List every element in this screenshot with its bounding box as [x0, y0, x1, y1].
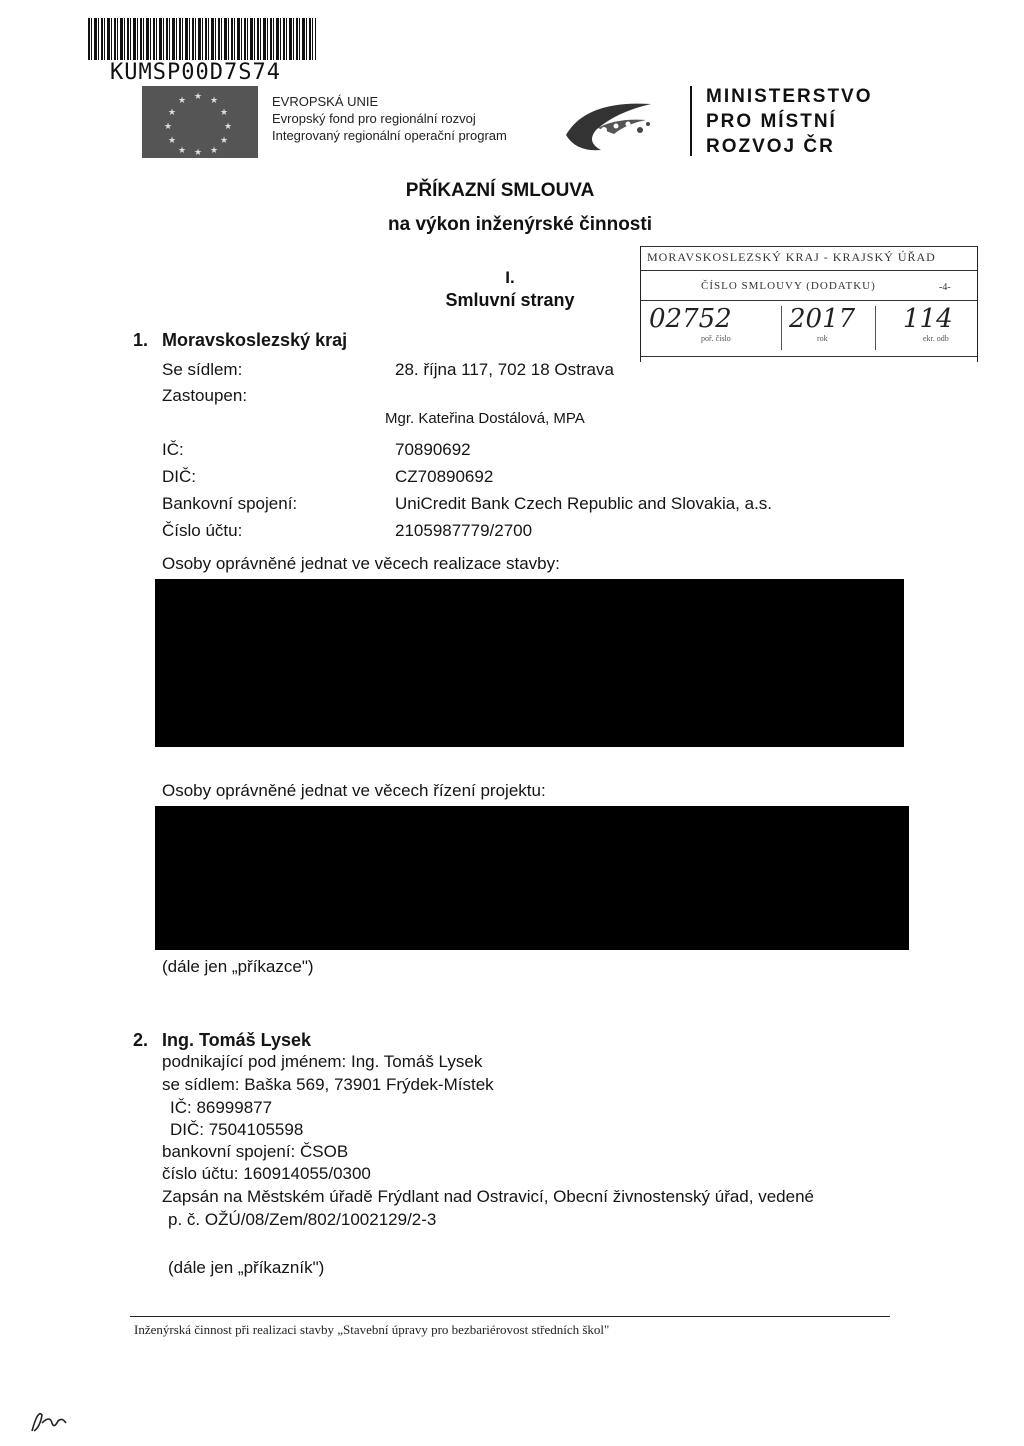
party1-value-seat: 28. října 117, 702 18 Ostrava — [395, 360, 614, 379]
party2-alias: (dále jen „příkazník") — [168, 1258, 325, 1277]
stamp-year: 2017 — [789, 304, 856, 334]
party1-value-account: 2105987779/2700 — [395, 521, 533, 540]
party2-number: 2. — [133, 1030, 149, 1050]
party2-registration-number: p. č. OŽÚ/08/Zem/802/1002129/2-3 — [168, 1210, 437, 1229]
party1-value-represented: Mgr. Kateřina Dostálová, MPA — [385, 410, 585, 427]
party2-seat: se sídlem: Baška 569, 73901 Frýdek-Místek — [162, 1075, 494, 1094]
stamp-suffix: -4- — [939, 282, 951, 293]
stamp-office: MORAVSKOSLEZSKÝ KRAJ - KRAJSKÝ ÚŘAD — [647, 250, 936, 264]
ministry-logo — [556, 90, 676, 160]
ministry-line-3: ROZVOJ ČR — [706, 136, 835, 157]
persons-construction-label: Osoby oprávněné jednat ve věcech realizace stavby: — [162, 554, 560, 573]
party1-number: 1. — [133, 330, 149, 350]
party1-label-seat: Se sídlem: — [162, 360, 243, 379]
persons-project-label: Osoby oprávněné jednat ve věcech řízení projektu: — [162, 781, 546, 800]
stamp-contract-label: ČÍSLO SMLOUVY (DODATKU) — [701, 280, 876, 292]
party2-account: číslo účtu: 160914055/0300 — [162, 1164, 371, 1183]
redacted-block — [155, 579, 904, 747]
registry-stamp — [640, 246, 978, 362]
stamp-label-number: poř. číslo — [701, 334, 731, 343]
party1-label-ic: IČ: — [162, 440, 184, 459]
section-number: I. — [505, 268, 515, 287]
eu-line-2: Evropský fond pro regionální rozvoj — [272, 111, 476, 126]
stamp-dept: 114 — [903, 304, 953, 334]
party1-label-represented: Zastoupen: — [162, 386, 248, 405]
party2-name: Ing. Tomáš Lysek — [162, 1030, 312, 1050]
party1-alias: (dále jen „příkazce") — [162, 957, 314, 976]
eu-line-3: Integrovaný regionální operační program — [272, 128, 507, 143]
party1-label-account: Číslo účtu: — [162, 521, 243, 540]
document-title: PŘÍKAZNÍ SMLOUVA — [405, 180, 595, 201]
party2-registration: Zapsán na Městském úřadě Frýdlant nad Ostravicí, Obecní živnostenský úřad, vedené — [162, 1187, 814, 1206]
ministry-line-1: MINISTERSTVO — [706, 86, 873, 107]
eu-program-text — [272, 93, 507, 144]
footer-divider — [130, 1316, 890, 1317]
eu-flag-logo: ★ ★ ★ ★ ★ ★ ★ ★ ★ ★ ★ ★ — [142, 86, 258, 158]
party2-bank: bankovní spojení: ČSOB — [162, 1142, 349, 1161]
barcode — [88, 18, 316, 60]
stamp-label-dept: ekr. odb — [923, 334, 949, 343]
document-subtitle: na výkon inženýrské činnosti — [388, 214, 652, 235]
party2-trade-name: podnikající pod jménem: Ing. Tomáš Lysek — [162, 1052, 483, 1071]
barcode-id: KUMSP00D7S74 — [110, 60, 281, 85]
party1-label-bank: Bankovní spojení: — [162, 494, 298, 513]
stamp-number: 02752 — [649, 304, 732, 334]
ministry-name — [706, 84, 873, 159]
eu-line-1: EVROPSKÁ UNIE — [272, 94, 379, 109]
signature-mark — [28, 1405, 68, 1435]
party1-label-dic: DIČ: — [162, 467, 196, 486]
redacted-block — [155, 806, 909, 950]
party1-value-ic: 70890692 — [395, 440, 471, 459]
party2-ic: IČ: 86999877 — [170, 1098, 273, 1117]
party1-name: Moravskoslezský kraj — [162, 330, 348, 350]
stamp-label-year: rok — [817, 334, 828, 343]
ministry-line-2: PRO MÍSTNÍ — [706, 111, 837, 132]
party2-dic: DIČ: 7504105598 — [170, 1120, 304, 1139]
section-title: Smluvní strany — [445, 290, 575, 310]
footer-text: Inženýrská činnost při realizaci stavby „Stavební úpravy pro bezbariérovost středních škol" — [134, 1322, 610, 1337]
party1-value-bank: UniCredit Bank Czech Republic and Slovakia, a.s. — [395, 494, 773, 513]
party1-value-dic: CZ70890692 — [395, 467, 494, 486]
header-divider — [690, 86, 692, 156]
